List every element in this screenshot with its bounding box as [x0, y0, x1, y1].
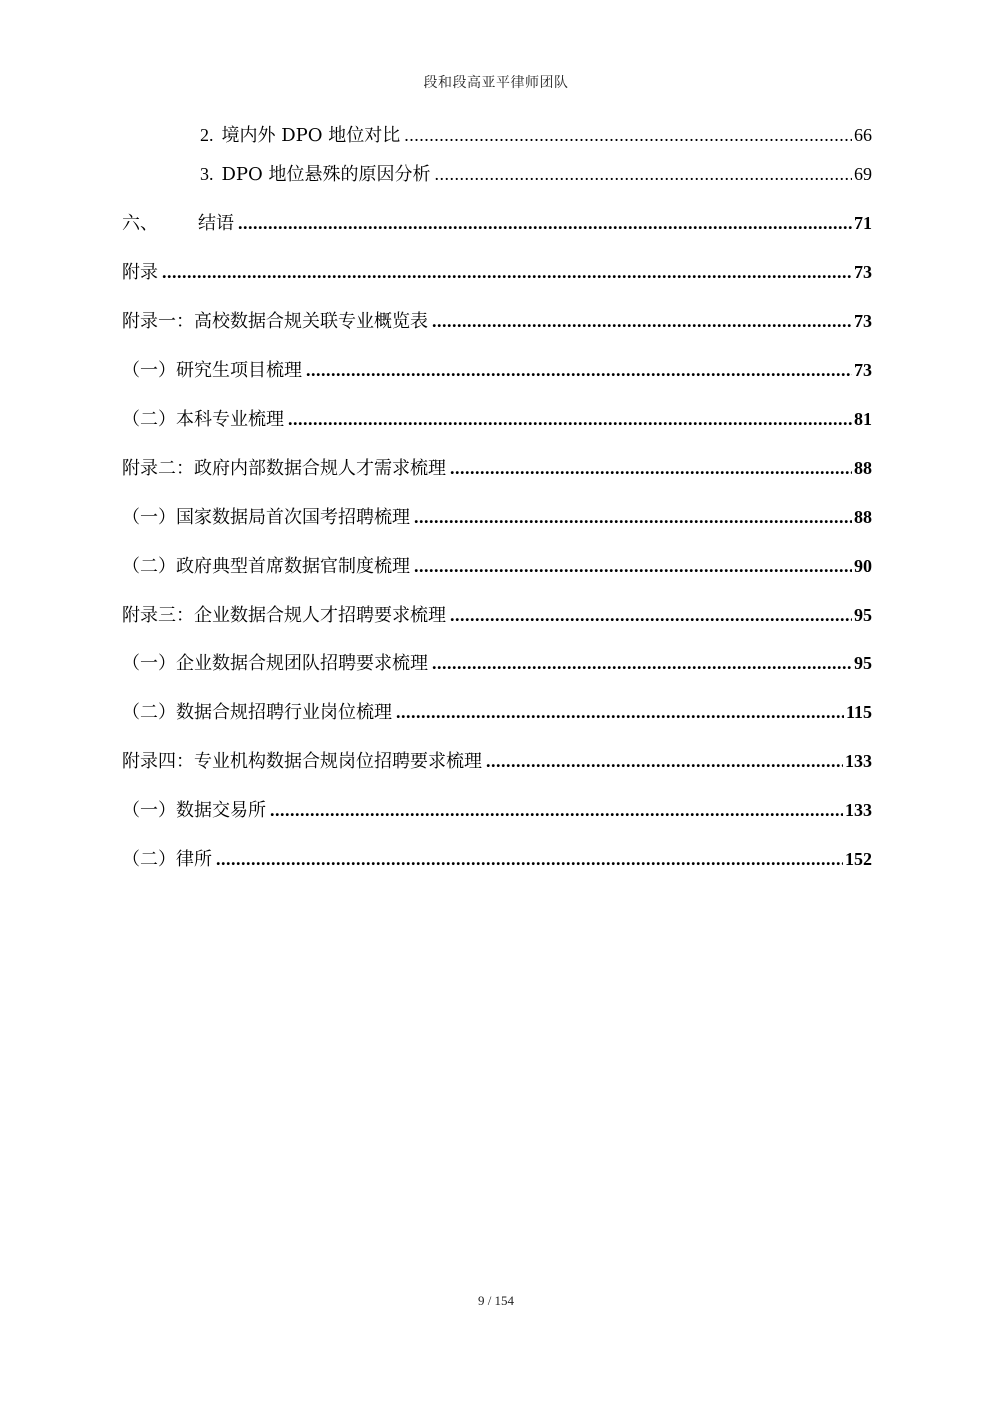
toc-entry-conclusion[interactable] — [122, 210, 872, 236]
toc-entry-label: 附录三：企业数据合规人才招聘要求梳理 — [122, 605, 446, 626]
toc-entry-appendix[interactable] — [122, 259, 872, 285]
toc-entry-label: 境内外 DPO 地位对比 — [221, 125, 401, 146]
toc-dot-leader — [270, 797, 843, 823]
toc-page-number: 88 — [854, 458, 872, 478]
toc-entry-label: （一）研究生项目梳理 — [122, 360, 302, 381]
toc-entry-label: DPO 地位悬殊的原因分析 — [221, 164, 431, 185]
toc-page-number: 66 — [854, 125, 872, 145]
toc-entry-label: （二）律所 — [122, 849, 212, 870]
toc-entry-label: （二）本科专业梳理 — [122, 409, 284, 430]
toc-page-number: 71 — [854, 213, 872, 233]
toc-page-number: 90 — [854, 556, 872, 576]
toc-entry-appendix-2-national-exam[interactable] — [122, 504, 872, 530]
toc-entry-appendix-1-undergraduate[interactable] — [122, 406, 872, 432]
toc-entry-label: 结语 — [198, 213, 234, 234]
toc-dot-leader — [306, 357, 852, 383]
toc-entry-label: 附录四：专业机构数据合规岗位招聘要求梳理 — [122, 751, 482, 772]
toc-entry-appendix-4[interactable] — [122, 748, 872, 774]
toc-entry-appendix-3[interactable] — [122, 602, 872, 628]
toc-entry-appendix-2[interactable] — [122, 455, 872, 481]
toc-entry-dpo-status-cause[interactable] — [200, 161, 872, 187]
toc-entry-label: 附录 — [122, 262, 158, 283]
toc-page-number: 133 — [845, 751, 872, 771]
toc-entry-appendix-4-exchange[interactable] — [122, 797, 872, 823]
running-header: 段和段高亚平律师团队 — [423, 75, 569, 91]
toc-entry-appendix-3-enterprise-team[interactable] — [122, 650, 872, 676]
toc-page-number: 88 — [854, 507, 872, 527]
toc-dot-leader — [414, 553, 852, 579]
toc-entry-label: 附录二：政府内部数据合规人才需求梳理 — [122, 458, 446, 479]
toc-dot-leader — [238, 210, 852, 236]
toc-entry-label: （二）数据合规招聘行业岗位梳理 — [122, 702, 392, 723]
toc-page-number: 95 — [854, 653, 872, 673]
toc-entry-dpo-status-comparison[interactable] — [200, 122, 872, 148]
toc-entry-label: （一）企业数据合规团队招聘要求梳理 — [122, 653, 428, 674]
toc-page-number: 73 — [854, 311, 872, 331]
toc-page-number: 69 — [854, 164, 872, 184]
toc-dot-leader — [288, 406, 852, 432]
toc-page-number: 81 — [854, 409, 872, 429]
toc-entry-number: 3. — [200, 164, 214, 184]
toc-page-number: 152 — [845, 849, 872, 869]
toc-entry-appendix-4-law-firm[interactable] — [122, 846, 872, 872]
toc-dot-leader — [450, 602, 852, 628]
toc-dot-leader — [435, 161, 852, 187]
toc-page-number: 73 — [854, 360, 872, 380]
toc-dot-leader — [162, 259, 852, 285]
page-indicator: 9 / 154 — [477, 1293, 515, 1308]
toc-dot-leader — [404, 122, 852, 148]
toc-entry-appendix-2-cdo[interactable] — [122, 553, 872, 579]
toc-entry-appendix-1-graduate[interactable] — [122, 357, 872, 383]
toc-dot-leader — [396, 699, 844, 725]
toc-entry-label: 附录一：高校数据合规关联专业概览表 — [122, 311, 428, 332]
toc-entry-label: （一）数据交易所 — [122, 800, 266, 821]
toc-entry-number: 2. — [200, 125, 214, 145]
toc-page-number: 95 — [854, 605, 872, 625]
toc-dot-leader — [216, 846, 843, 872]
toc-entry-appendix-1[interactable] — [122, 308, 872, 334]
toc-dot-leader — [432, 650, 852, 676]
toc-entry-label: （一）国家数据局首次国考招聘梳理 — [122, 507, 410, 528]
toc-dot-leader — [450, 455, 852, 481]
toc-entry-prefix: 六、 — [122, 213, 158, 234]
toc-page-number: 73 — [854, 262, 872, 282]
toc-page-number: 133 — [845, 800, 872, 820]
toc-entry-label: （二）政府典型首席数据官制度梳理 — [122, 556, 410, 577]
toc-page-number: 115 — [845, 702, 872, 722]
toc-dot-leader — [486, 748, 843, 774]
toc-dot-leader — [432, 308, 852, 334]
toc-dot-leader — [414, 504, 852, 530]
toc-entry-appendix-3-industry-roles[interactable] — [122, 699, 872, 725]
